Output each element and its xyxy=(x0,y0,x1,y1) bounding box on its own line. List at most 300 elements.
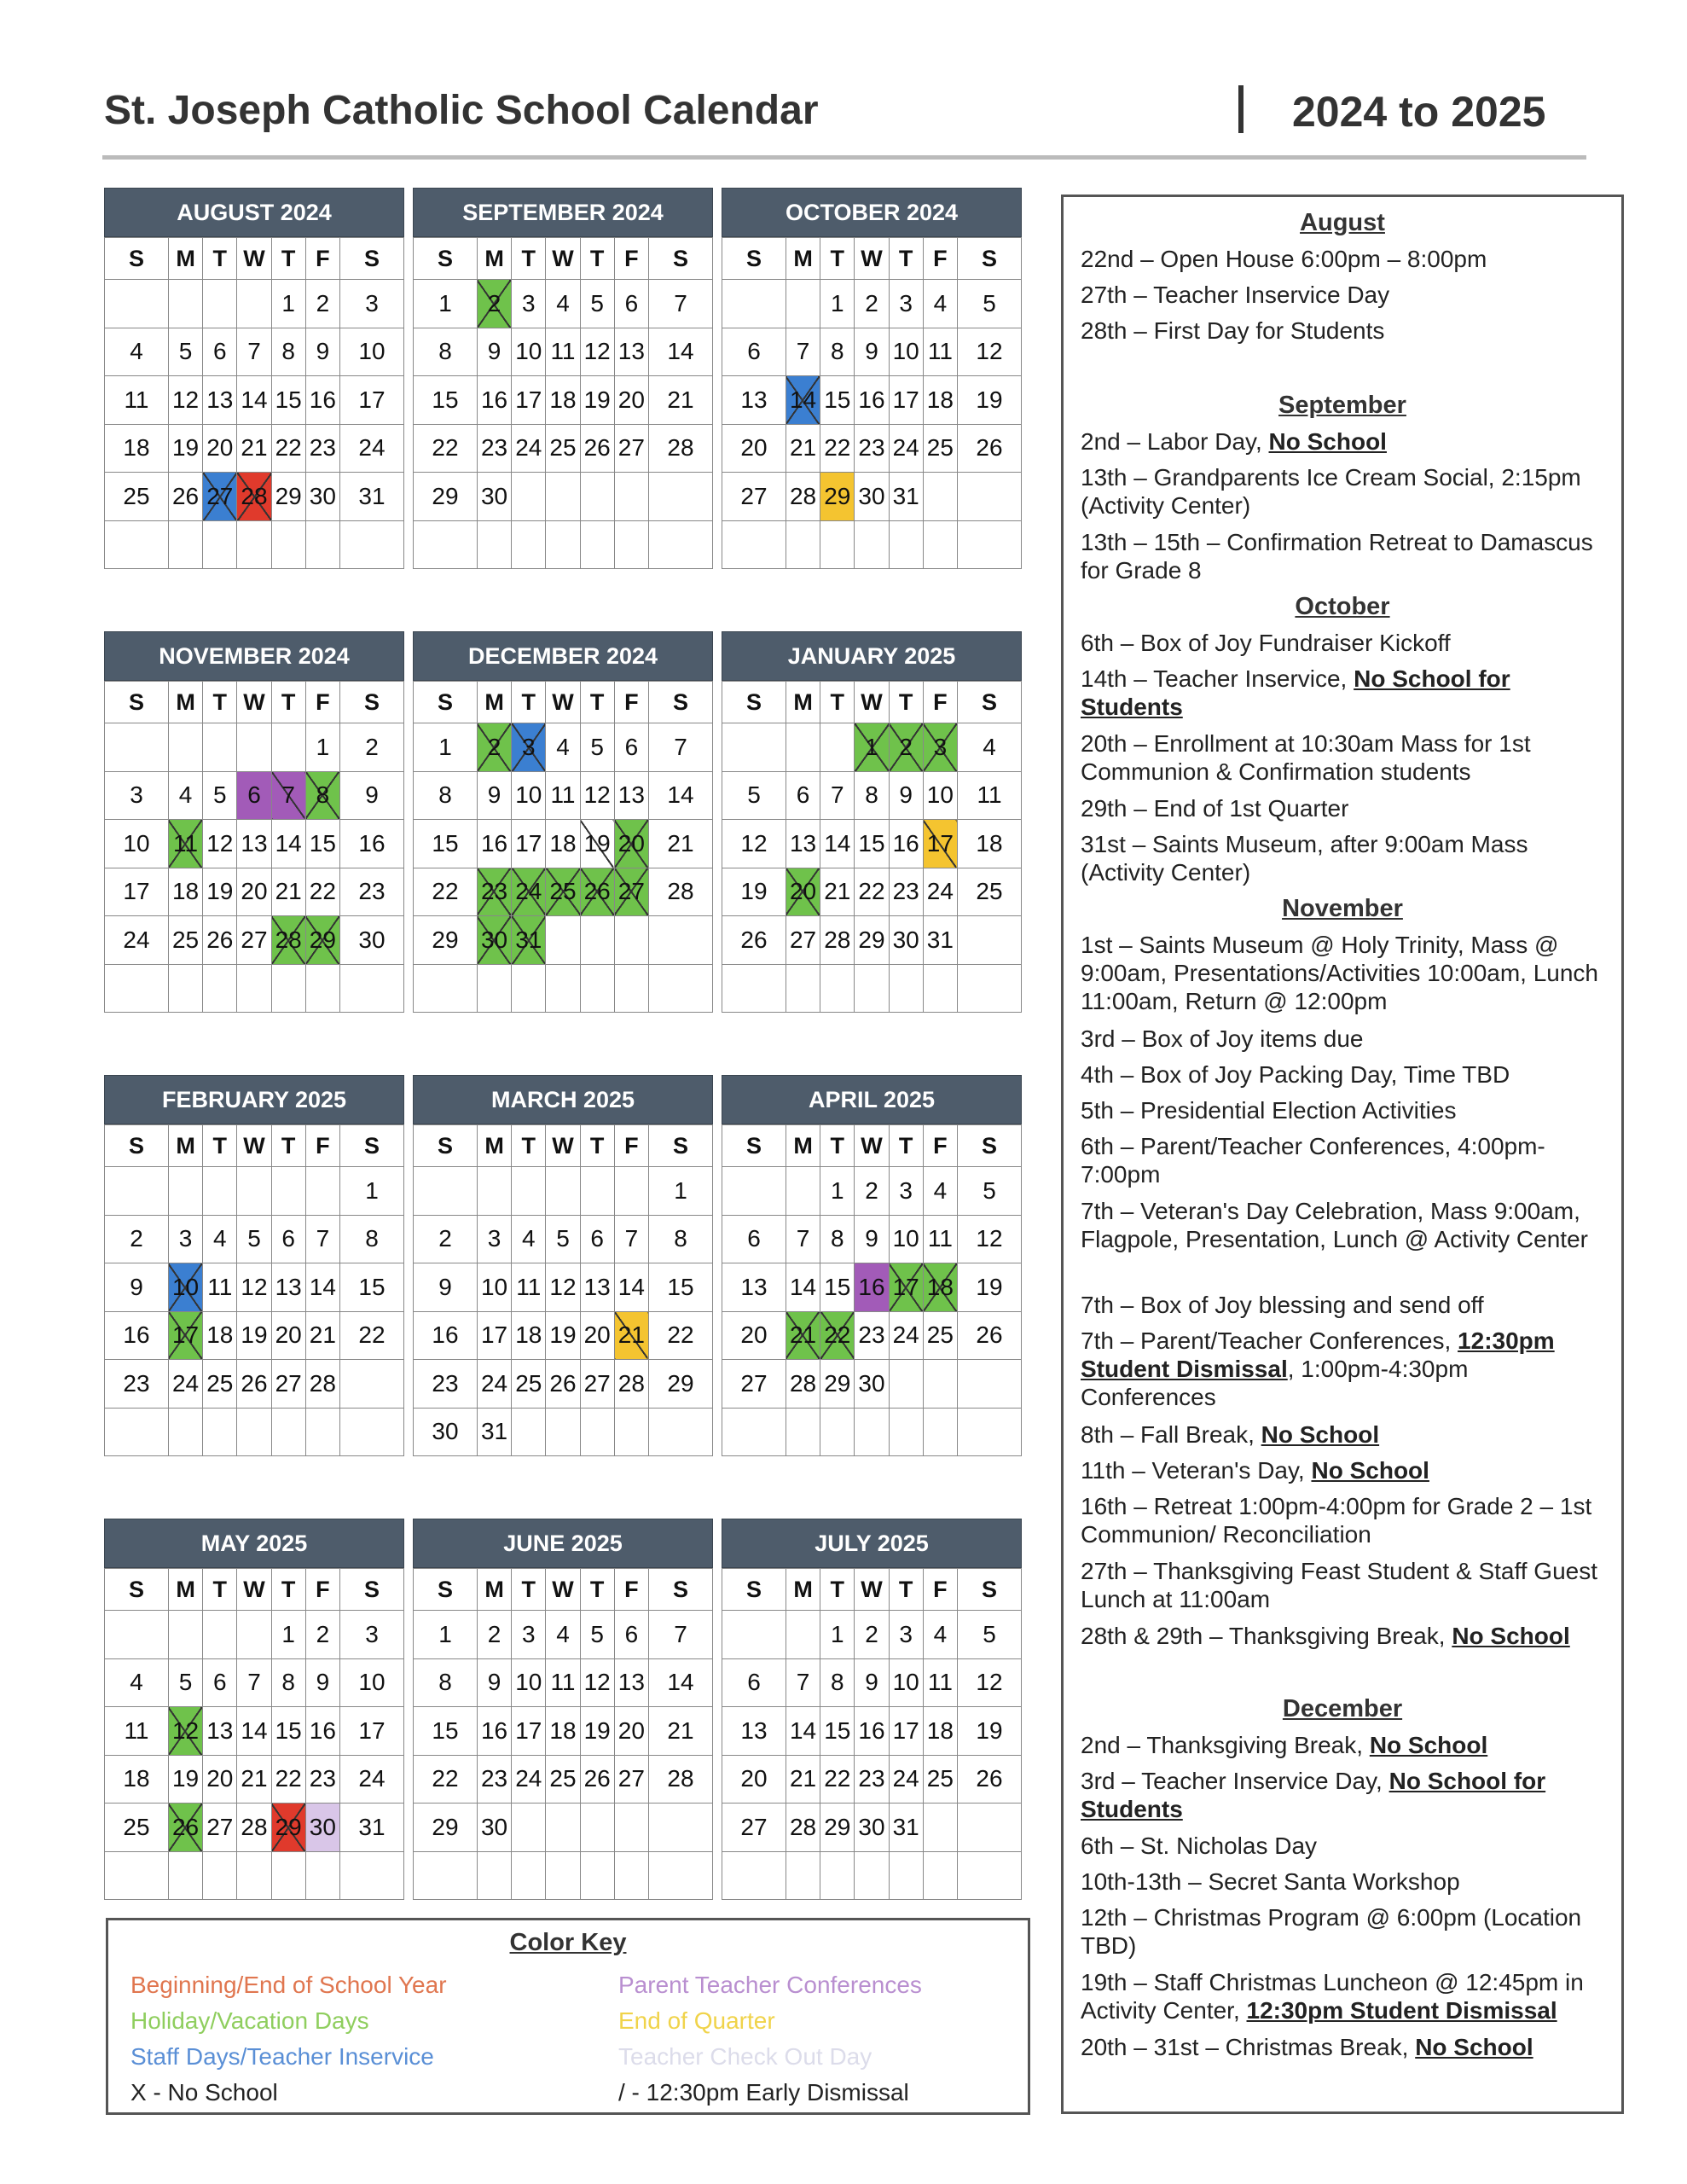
day-of-week-label: S xyxy=(414,682,478,723)
day-cell: 30 xyxy=(477,1804,511,1852)
day-cell: 3 xyxy=(889,280,923,328)
day-cell xyxy=(203,520,237,569)
day-cell: 23 xyxy=(414,1360,478,1409)
day-of-week-label: W xyxy=(855,238,889,280)
day-cell xyxy=(786,723,820,772)
month-title: APRIL 2025 xyxy=(722,1075,1022,1124)
day-cell: 27 xyxy=(271,1360,305,1409)
day-cell: 6 xyxy=(203,328,237,376)
day-of-week-label: F xyxy=(614,1569,648,1611)
day-cell: 22 xyxy=(648,1311,712,1360)
day-cell: 21 xyxy=(786,424,820,473)
day-of-week-label: T xyxy=(820,1569,855,1611)
day-cell: 6 xyxy=(722,1215,786,1263)
day-cell: 13 xyxy=(722,376,786,425)
day-cell: 2 xyxy=(105,1215,169,1263)
day-cell: 31 xyxy=(477,1408,511,1456)
month-calendar xyxy=(104,1519,404,1900)
month-title: JUNE 2025 xyxy=(413,1519,713,1568)
day-cell xyxy=(168,1851,202,1900)
day-of-week-label: F xyxy=(923,238,957,280)
events-october-heading: October xyxy=(1295,593,1390,620)
title-divider xyxy=(1238,85,1244,133)
day-cell: 10 xyxy=(105,820,169,868)
day-cell: 30 xyxy=(855,473,889,521)
school-year: 2024 to 2025 xyxy=(1292,88,1546,136)
day-cell: 11 xyxy=(546,1658,580,1707)
day-cell: 12 xyxy=(168,376,202,425)
day-cell: 26 xyxy=(546,1360,580,1409)
month-calendar xyxy=(104,631,404,1013)
day-cell: 23 xyxy=(477,1755,511,1804)
day-cell: 4 xyxy=(923,280,957,328)
day-cell: 18 xyxy=(168,868,202,916)
day-cell: 7 xyxy=(786,1658,820,1707)
day-of-week-label: T xyxy=(889,682,923,723)
day-of-week-label: S xyxy=(414,1125,478,1167)
day-cell: 16 xyxy=(105,1311,169,1360)
day-cell: 5 xyxy=(580,280,614,328)
day-of-week-label: M xyxy=(477,1125,511,1167)
day-cell: 25 xyxy=(923,424,957,473)
day-cell xyxy=(168,1611,202,1659)
day-cell: 29 xyxy=(271,1804,305,1852)
day-cell: 18 xyxy=(923,1263,957,1312)
day-cell: 29 xyxy=(414,473,478,521)
day-cell: 25 xyxy=(168,916,202,965)
day-of-week-label: F xyxy=(305,1125,339,1167)
day-of-week-label: T xyxy=(889,238,923,280)
day-cell: 20 xyxy=(722,1755,786,1804)
day-cell: 4 xyxy=(923,1167,957,1216)
day-cell xyxy=(271,723,305,772)
day-of-week-label: T xyxy=(271,238,305,280)
day-cell xyxy=(957,1408,1021,1456)
day-cell: 23 xyxy=(305,424,339,473)
day-cell xyxy=(546,473,580,521)
day-cell xyxy=(889,1360,923,1409)
day-cell xyxy=(203,1611,237,1659)
day-cell: 3 xyxy=(168,1215,202,1263)
day-cell: 10 xyxy=(512,1658,546,1707)
day-cell: 15 xyxy=(414,820,478,868)
day-cell: 19 xyxy=(580,820,614,868)
day-cell: 18 xyxy=(105,1755,169,1804)
day-cell: 7 xyxy=(614,1215,648,1263)
day-cell: 26 xyxy=(580,1755,614,1804)
day-cell: 24 xyxy=(339,424,403,473)
day-of-week-label: S xyxy=(722,682,786,723)
day-cell xyxy=(786,1408,820,1456)
day-cell: 7 xyxy=(237,328,271,376)
month-title: NOVEMBER 2024 xyxy=(104,631,404,681)
day-cell: 2 xyxy=(477,1611,511,1659)
day-of-week-label: S xyxy=(414,1569,478,1611)
day-cell xyxy=(855,1851,889,1900)
day-cell: 11 xyxy=(546,771,580,820)
day-cell: 15 xyxy=(271,1707,305,1756)
day-cell xyxy=(923,1804,957,1852)
day-cell xyxy=(722,1408,786,1456)
events-september-heading: September xyxy=(1278,392,1406,419)
day-cell: 6 xyxy=(237,771,271,820)
day-cell: 1 xyxy=(271,1611,305,1659)
day-cell: 25 xyxy=(203,1360,237,1409)
day-of-week-label: F xyxy=(923,1125,957,1167)
day-cell: 13 xyxy=(786,820,820,868)
day-cell: 29 xyxy=(820,473,855,521)
day-cell: 24 xyxy=(477,1360,511,1409)
day-cell: 12 xyxy=(580,328,614,376)
day-cell: 28 xyxy=(786,1804,820,1852)
day-cell: 10 xyxy=(339,328,403,376)
event-item: 28th & 29th – Thanksgiving Break, No School xyxy=(1081,1623,1570,1649)
day-cell: 28 xyxy=(271,916,305,965)
day-cell: 13 xyxy=(614,1658,648,1707)
day-cell xyxy=(305,1167,339,1216)
day-cell xyxy=(203,280,237,328)
day-cell: 1 xyxy=(305,723,339,772)
color-key xyxy=(106,1918,1030,2115)
day-cell: 18 xyxy=(203,1311,237,1360)
day-cell: 30 xyxy=(855,1360,889,1409)
day-cell: 14 xyxy=(648,771,712,820)
day-cell: 9 xyxy=(305,1658,339,1707)
day-cell: 4 xyxy=(512,1215,546,1263)
day-cell: 8 xyxy=(414,328,478,376)
day-cell: 12 xyxy=(957,1215,1021,1263)
day-cell: 3 xyxy=(477,1215,511,1263)
day-cell: 2 xyxy=(855,1611,889,1659)
day-cell: 15 xyxy=(820,1707,855,1756)
day-cell: 20 xyxy=(786,868,820,916)
day-cell: 13 xyxy=(722,1707,786,1756)
day-cell: 13 xyxy=(580,1263,614,1312)
day-cell: 26 xyxy=(722,916,786,965)
day-cell: 10 xyxy=(512,328,546,376)
day-of-week-label: S xyxy=(648,682,712,723)
day-cell: 7 xyxy=(648,280,712,328)
day-of-week-label: T xyxy=(512,238,546,280)
day-cell: 21 xyxy=(237,1755,271,1804)
day-cell: 10 xyxy=(889,1215,923,1263)
month-title: FEBRUARY 2025 xyxy=(104,1075,404,1124)
day-of-week-label: T xyxy=(889,1569,923,1611)
month-calendar xyxy=(722,188,1022,569)
month-calendar xyxy=(722,1519,1022,1900)
day-cell: 25 xyxy=(546,868,580,916)
day-of-week-label: M xyxy=(786,682,820,723)
day-cell xyxy=(105,964,169,1013)
day-cell: 22 xyxy=(414,868,478,916)
day-cell: 16 xyxy=(855,1707,889,1756)
day-cell: 4 xyxy=(546,1611,580,1659)
day-of-week-label: T xyxy=(580,238,614,280)
month-calendar xyxy=(104,1075,404,1456)
day-cell: 20 xyxy=(614,820,648,868)
day-cell xyxy=(339,1360,403,1409)
day-cell: 24 xyxy=(512,1755,546,1804)
day-cell: 11 xyxy=(105,376,169,425)
day-of-week-label: S xyxy=(339,238,403,280)
day-cell: 4 xyxy=(105,328,169,376)
day-cell: 29 xyxy=(414,1804,478,1852)
day-cell: 26 xyxy=(168,473,202,521)
day-of-week-label: T xyxy=(580,682,614,723)
day-cell: 14 xyxy=(648,1658,712,1707)
day-cell: 25 xyxy=(923,1311,957,1360)
day-cell: 21 xyxy=(648,820,712,868)
event-item: 1st – Saints Museum @ Holy Trinity, Mass @ 9:00am, Presentations/Activities 10:00am, Lunch 11:00am, Return @ 12:00pm xyxy=(1081,932,1599,1014)
day-cell: 3 xyxy=(512,280,546,328)
day-cell: 31 xyxy=(889,1804,923,1852)
day-cell: 24 xyxy=(889,424,923,473)
day-cell xyxy=(414,520,478,569)
day-cell: 22 xyxy=(271,424,305,473)
day-cell xyxy=(786,1851,820,1900)
day-cell xyxy=(168,1408,202,1456)
event-item: 14th – Teacher Inservice, No School for Students xyxy=(1081,665,1510,720)
day-cell: 21 xyxy=(786,1755,820,1804)
day-of-week-label: T xyxy=(271,1569,305,1611)
day-cell: 21 xyxy=(648,376,712,425)
day-cell: 23 xyxy=(855,1755,889,1804)
day-cell: 30 xyxy=(414,1408,478,1456)
day-cell xyxy=(786,1167,820,1216)
day-cell: 30 xyxy=(339,916,403,965)
day-of-week-label: T xyxy=(580,1125,614,1167)
day-cell: 27 xyxy=(722,473,786,521)
event-item: 16th – Retreat 1:00pm-4:00pm for Grade 2 – 1st Communion/ Reconciliation xyxy=(1081,1493,1592,1548)
day-cell: 26 xyxy=(237,1360,271,1409)
day-cell xyxy=(339,1408,403,1456)
events-panel xyxy=(1061,195,1624,2114)
event-item: 6th – Parent/Teacher Conferences, 4:00pm-7:00pm xyxy=(1081,1133,1545,1188)
day-cell xyxy=(580,473,614,521)
day-cell: 15 xyxy=(648,1263,712,1312)
day-cell: 23 xyxy=(855,1311,889,1360)
day-cell: 10 xyxy=(168,1263,202,1312)
day-cell: 24 xyxy=(168,1360,202,1409)
event-item: 8th – Fall Break, No School xyxy=(1081,1421,1380,1448)
day-cell: 8 xyxy=(648,1215,712,1263)
day-cell xyxy=(786,520,820,569)
day-cell: 16 xyxy=(477,376,511,425)
day-cell: 1 xyxy=(820,280,855,328)
day-cell xyxy=(237,964,271,1013)
day-cell: 1 xyxy=(339,1167,403,1216)
day-cell: 9 xyxy=(477,771,511,820)
day-cell: 24 xyxy=(889,1311,923,1360)
day-cell: 1 xyxy=(820,1611,855,1659)
day-cell: 9 xyxy=(105,1263,169,1312)
day-cell: 27 xyxy=(203,473,237,521)
day-cell: 26 xyxy=(203,916,237,965)
month-calendar xyxy=(104,188,404,569)
day-of-week-label: T xyxy=(203,682,237,723)
day-of-week-label: M xyxy=(168,238,202,280)
day-cell: 28 xyxy=(237,473,271,521)
day-of-week-label: T xyxy=(889,1125,923,1167)
day-cell: 21 xyxy=(648,1707,712,1756)
color-key-title: Color Key xyxy=(509,1929,627,1956)
day-cell: 21 xyxy=(820,868,855,916)
day-cell: 17 xyxy=(168,1311,202,1360)
day-cell: 11 xyxy=(923,328,957,376)
day-cell xyxy=(237,520,271,569)
day-cell: 16 xyxy=(855,1263,889,1312)
day-cell: 16 xyxy=(855,376,889,425)
day-of-week-label: S xyxy=(339,1125,403,1167)
day-cell: 7 xyxy=(820,771,855,820)
day-cell: 1 xyxy=(855,723,889,772)
event-item: 6th – St. Nicholas Day xyxy=(1081,1833,1318,1859)
day-cell xyxy=(786,280,820,328)
day-cell: 4 xyxy=(923,1611,957,1659)
day-cell xyxy=(957,473,1021,521)
day-cell: 23 xyxy=(105,1360,169,1409)
day-cell: 5 xyxy=(203,771,237,820)
day-cell: 27 xyxy=(614,868,648,916)
day-of-week-label: S xyxy=(722,1125,786,1167)
day-cell: 8 xyxy=(855,771,889,820)
day-cell: 30 xyxy=(855,1804,889,1852)
event-item: 31st – Saints Museum, after 9:00am Mass (Activity Center) xyxy=(1081,831,1528,886)
day-cell xyxy=(957,1360,1021,1409)
event-item: 7th – Parent/Teacher Conferences, 12:30pm Student Dismissal, 1:00pm-4:30pm Conferences xyxy=(1081,1327,1555,1410)
day-cell: 5 xyxy=(237,1215,271,1263)
day-cell: 18 xyxy=(957,820,1021,868)
day-cell xyxy=(237,1611,271,1659)
day-cell: 6 xyxy=(722,1658,786,1707)
day-cell: 17 xyxy=(889,1707,923,1756)
day-cell xyxy=(855,1408,889,1456)
day-cell xyxy=(339,1851,403,1900)
day-cell: 25 xyxy=(512,1360,546,1409)
day-cell: 14 xyxy=(820,820,855,868)
day-cell: 31 xyxy=(339,473,403,521)
day-cell: 15 xyxy=(305,820,339,868)
header-rule xyxy=(102,155,1586,160)
day-cell: 7 xyxy=(648,723,712,772)
day-cell xyxy=(237,1851,271,1900)
key-end-quarter: End of Quarter xyxy=(618,2007,775,2034)
day-of-week-label: S xyxy=(648,238,712,280)
day-of-week-label: T xyxy=(512,682,546,723)
day-cell xyxy=(648,1851,712,1900)
day-cell: 8 xyxy=(414,771,478,820)
day-cell: 27 xyxy=(580,1360,614,1409)
day-cell: 19 xyxy=(957,1707,1021,1756)
day-cell: 15 xyxy=(271,376,305,425)
day-cell: 5 xyxy=(957,1611,1021,1659)
day-cell: 24 xyxy=(105,916,169,965)
day-cell: 7 xyxy=(305,1215,339,1263)
day-cell xyxy=(203,1408,237,1456)
day-of-week-label: S xyxy=(722,238,786,280)
event-item: 11th – Veteran's Day, No School xyxy=(1081,1457,1429,1484)
day-cell xyxy=(271,520,305,569)
day-of-week-label: T xyxy=(820,682,855,723)
day-cell: 6 xyxy=(580,1215,614,1263)
day-of-week-label: T xyxy=(271,682,305,723)
day-cell: 7 xyxy=(786,1215,820,1263)
day-cell: 23 xyxy=(855,424,889,473)
day-cell: 24 xyxy=(512,424,546,473)
day-cell: 18 xyxy=(923,376,957,425)
day-cell xyxy=(546,520,580,569)
day-cell: 23 xyxy=(477,868,511,916)
day-cell: 1 xyxy=(414,723,478,772)
day-cell xyxy=(722,280,786,328)
day-cell: 13 xyxy=(271,1263,305,1312)
day-of-week-label: W xyxy=(855,1125,889,1167)
day-cell xyxy=(512,1167,546,1216)
day-cell: 20 xyxy=(271,1311,305,1360)
day-cell: 17 xyxy=(512,376,546,425)
day-cell: 16 xyxy=(477,820,511,868)
day-cell: 12 xyxy=(580,771,614,820)
day-cell: 23 xyxy=(339,868,403,916)
day-cell: 13 xyxy=(203,1707,237,1756)
day-of-week-label: S xyxy=(339,682,403,723)
day-cell: 15 xyxy=(414,376,478,425)
day-cell xyxy=(546,1804,580,1852)
day-cell: 2 xyxy=(855,1167,889,1216)
day-of-week-label: M xyxy=(168,1569,202,1611)
day-cell: 28 xyxy=(786,473,820,521)
day-cell: 11 xyxy=(546,328,580,376)
day-cell: 26 xyxy=(580,424,614,473)
day-cell xyxy=(168,280,202,328)
day-cell xyxy=(923,1408,957,1456)
day-cell: 18 xyxy=(546,376,580,425)
day-cell: 12 xyxy=(546,1263,580,1312)
day-cell: 28 xyxy=(237,1804,271,1852)
day-cell xyxy=(477,1851,511,1900)
key-staff-days: Staff Days/Teacher Inservice xyxy=(130,2043,434,2070)
day-of-week-label: W xyxy=(237,1569,271,1611)
day-cell: 29 xyxy=(271,473,305,521)
day-of-week-label: M xyxy=(477,682,511,723)
day-cell: 14 xyxy=(786,1707,820,1756)
month-calendar xyxy=(722,1075,1022,1456)
day-cell: 21 xyxy=(271,868,305,916)
day-of-week-label: F xyxy=(614,1125,648,1167)
event-item: 6th – Box of Joy Fundraiser Kickoff xyxy=(1081,630,1451,656)
day-cell xyxy=(237,723,271,772)
day-cell xyxy=(414,1167,478,1216)
day-cell: 13 xyxy=(722,1263,786,1312)
day-cell: 10 xyxy=(477,1263,511,1312)
day-cell xyxy=(305,964,339,1013)
day-of-week-label: T xyxy=(512,1569,546,1611)
day-cell: 11 xyxy=(923,1215,957,1263)
day-cell xyxy=(614,473,648,521)
day-cell: 20 xyxy=(203,424,237,473)
day-cell: 22 xyxy=(271,1755,305,1804)
day-of-week-label: T xyxy=(820,1125,855,1167)
day-cell xyxy=(957,964,1021,1013)
day-cell: 26 xyxy=(957,424,1021,473)
day-cell xyxy=(722,520,786,569)
day-cell: 22 xyxy=(820,1311,855,1360)
day-cell: 8 xyxy=(305,771,339,820)
day-cell: 10 xyxy=(889,1658,923,1707)
day-cell: 17 xyxy=(512,1707,546,1756)
day-cell: 27 xyxy=(722,1804,786,1852)
event-item: 28th – First Day for Students xyxy=(1081,317,1385,344)
